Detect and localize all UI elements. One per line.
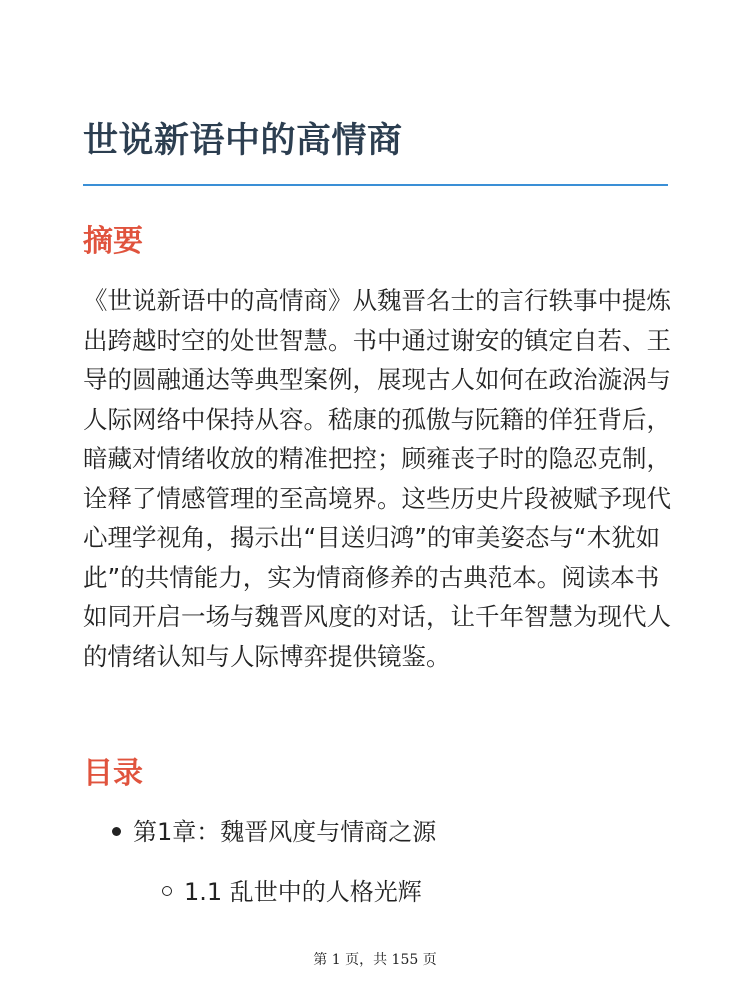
toc-heading: 目录 (83, 756, 143, 791)
document-title: 世说新语中的高情商 (83, 121, 403, 161)
abstract-heading: 摘要 (83, 224, 143, 259)
page-footer: 第 1 页，共 155 页 (313, 952, 437, 968)
filled-bullet-icon (112, 827, 121, 836)
hollow-bullet-icon (162, 886, 172, 896)
abstract-body: 《世说新语中的高情商》从魏晋名士的言行轶事中提炼出跨越时空的处世智慧。书中通过谢安的镇定自若、王导的圆融通达等典型案例，展现古人如何在政治漩涡与人际网络中保持从容。嵇康的孤傲与阮籍的佯狂背后，暗藏对情绪收放的精准把控；顾雍丧子时的隐忍克制，诠释了情感管理的至高境界。这些历史片段被赋予现代心理学视角，揭示出“目送归鸿”的审美姿态与“木犹如此”的共情能力，实为情商修养的古典范本。阅读本书如同开启一场与魏晋风度的对话，让千年智慧为现代人的情绪认知与人际博弈提供镜鉴。 (83, 286, 671, 671)
toc-item-section-1-1[interactable] (162, 872, 422, 912)
toc-item-label: 第1章：魏晋风度与情商之源 (133, 818, 437, 846)
toc-item-chapter-1[interactable] (112, 812, 436, 852)
toc-item-label: 1.1 乱世中的人格光辉 (184, 878, 422, 906)
title-divider (83, 184, 668, 186)
